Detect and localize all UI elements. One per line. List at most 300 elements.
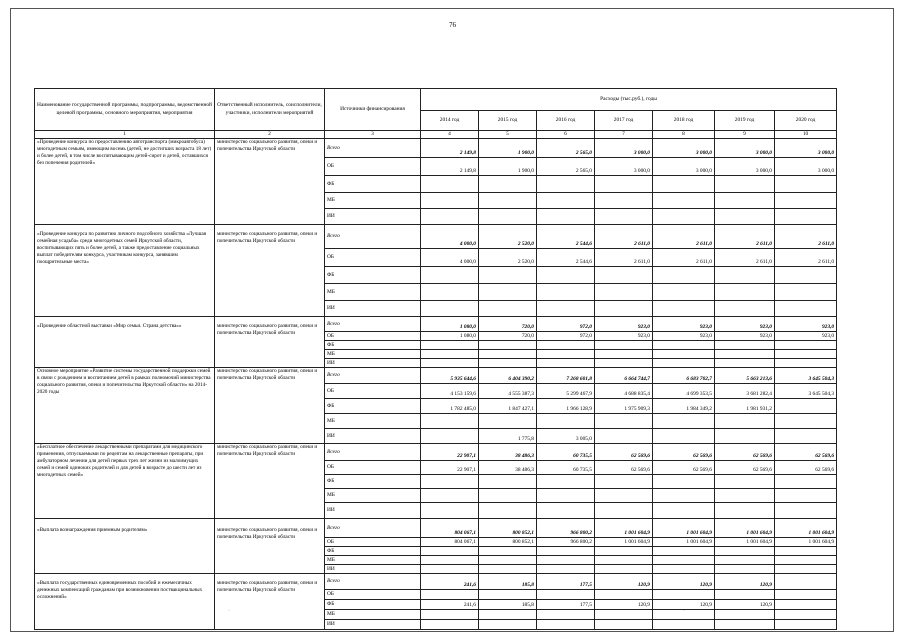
cost-cell: 1 080,0 — [421, 317, 479, 332]
cost-cell — [537, 556, 595, 565]
cost-cell — [479, 565, 537, 574]
cost-cell — [479, 475, 537, 489]
cost-cell — [775, 547, 837, 556]
cost-cell — [479, 503, 537, 519]
cost-cell — [537, 350, 595, 359]
funding-source: ОБ — [325, 384, 421, 399]
cost-cell — [775, 620, 837, 630]
funding-source: ФБ — [325, 399, 421, 414]
cost-cell — [653, 359, 715, 368]
cost-cell — [421, 301, 479, 317]
cost-cell — [653, 503, 715, 519]
cost-cell — [653, 350, 715, 359]
header-costs: Расходы (тыс.руб.), годы — [421, 89, 837, 111]
funding-source: ФБ — [325, 600, 421, 610]
funding-source: МБ — [325, 284, 421, 301]
cost-cell — [653, 267, 715, 284]
funding-source: Всего — [325, 574, 421, 590]
cost-cell: 1 080,0 — [421, 332, 479, 341]
funding-source: ОБ — [325, 249, 421, 267]
cost-cell: 2 611,0 — [715, 249, 775, 267]
cost-cell: 923,0 — [595, 317, 653, 332]
cost-cell: 4 000,0 — [421, 249, 479, 267]
cost-cell — [715, 547, 775, 556]
measure-name: «Выплата государственных единовременных пособий и ежемесячных денежных компенсаций гражданам при возникновении поствакцинальных осложнений» — [35, 574, 215, 630]
cost-cell — [595, 284, 653, 301]
cost-cell: 6 664 744,7 — [595, 368, 653, 384]
cost-cell: 804 067,1 — [421, 538, 479, 547]
table-row — [35, 519, 837, 538]
cost-cell — [421, 359, 479, 368]
cost-cell — [595, 414, 653, 429]
funding-source: Всего — [325, 368, 421, 384]
cost-cell: 923,0 — [775, 332, 837, 341]
cost-cell — [595, 620, 653, 630]
cost-cell — [715, 620, 775, 630]
cost-cell — [653, 556, 715, 565]
cost-cell — [537, 341, 595, 350]
cost-cell: 62 569,6 — [595, 444, 653, 461]
cost-cell — [653, 590, 715, 600]
cost-cell — [537, 267, 595, 284]
cost-cell: 1 900,0 — [479, 139, 537, 158]
cost-cell — [537, 193, 595, 209]
cost-cell — [775, 556, 837, 565]
cost-cell: 2 611,0 — [595, 225, 653, 249]
cost-cell — [715, 301, 775, 317]
funding-source: ИИ — [325, 503, 421, 519]
cost-cell — [715, 359, 775, 368]
cost-cell: 3 000,0 — [595, 139, 653, 158]
responsible-executor: министерство социального развития, опеки и попечительства Иркутской области — [215, 317, 325, 368]
cost-cell: 6 683 702,7 — [653, 368, 715, 384]
cost-cell — [595, 267, 653, 284]
cost-cell — [479, 284, 537, 301]
cost-cell — [421, 429, 479, 444]
cost-cell: 2 611,0 — [653, 225, 715, 249]
cost-cell: 7 268 601,8 — [537, 368, 595, 384]
cost-cell — [421, 565, 479, 574]
cost-cell: 2 565,0 — [537, 139, 595, 158]
funding-source: ИИ — [325, 209, 421, 225]
cost-cell: 6 404 390,2 — [479, 368, 537, 384]
cost-cell — [595, 489, 653, 503]
cost-cell: 62 569,6 — [595, 461, 653, 475]
cost-cell: 3 000,0 — [653, 158, 715, 176]
cost-cell — [421, 503, 479, 519]
cost-cell — [775, 574, 837, 590]
cost-cell: 62 569,6 — [715, 444, 775, 461]
measure-name: «Проведение конкурса по развитию личного подсобного хозяйства «Лучшая семейная усадьба» среди многодетных семей Иркутской области, воспитывающих пять и более детей, а также предоставление социальных выплат победителям конкурса, участникам конкурса, занявшим поощрительные места» — [35, 225, 215, 317]
cost-cell — [595, 610, 653, 620]
cost-cell: 3 000,0 — [775, 139, 837, 158]
cost-cell: 1 001 604,9 — [653, 519, 715, 538]
cost-cell: 62 569,6 — [775, 461, 837, 475]
responsible-executor: министерство социального развития, опеки и попечительства Иркутской области — [215, 519, 325, 574]
cost-cell — [775, 176, 837, 193]
cost-cell — [421, 547, 479, 556]
cost-cell: 1 001 604,9 — [715, 538, 775, 547]
funding-source: ИИ — [325, 620, 421, 630]
cost-cell — [421, 284, 479, 301]
cost-cell: 1 966 128,9 — [537, 399, 595, 414]
cost-cell — [775, 503, 837, 519]
cost-cell — [479, 590, 537, 600]
cost-cell: 241,6 — [421, 600, 479, 610]
funding-source: Всего — [325, 317, 421, 332]
cost-cell: 120,9 — [653, 600, 715, 610]
cost-cell: 1 900,0 — [479, 158, 537, 176]
cost-cell — [775, 489, 837, 503]
cost-cell — [479, 341, 537, 350]
cost-cell — [715, 475, 775, 489]
cost-cell — [715, 176, 775, 193]
cost-cell — [595, 341, 653, 350]
cost-cell — [537, 475, 595, 489]
cost-cell — [653, 341, 715, 350]
cost-cell: 3 645 504,3 — [775, 384, 837, 399]
cost-cell — [653, 429, 715, 444]
funding-source: ИИ — [325, 429, 421, 444]
funding-source: ОБ — [325, 590, 421, 600]
cost-cell — [715, 341, 775, 350]
cost-cell — [595, 350, 653, 359]
header-year: 2015 год — [479, 111, 537, 131]
cost-cell — [653, 284, 715, 301]
cost-cell — [479, 556, 537, 565]
cost-cell: 1 981 931,2 — [715, 399, 775, 414]
cost-cell — [537, 209, 595, 225]
cost-cell — [715, 350, 775, 359]
cost-cell — [479, 267, 537, 284]
funding-source: Всего — [325, 519, 421, 538]
cost-cell — [595, 475, 653, 489]
cost-cell: 1 001 604,9 — [595, 519, 653, 538]
cost-cell — [537, 620, 595, 630]
responsible-executor: министерство социального развития, опеки и попечительства Иркутской области — [215, 444, 325, 519]
cost-cell: 22 907,1 — [421, 461, 479, 475]
header-year: 2019 год — [715, 111, 775, 131]
measure-name: «Выплата вознаграждения приемным родителям» — [35, 519, 215, 574]
cost-cell — [537, 359, 595, 368]
cost-cell — [479, 414, 537, 429]
measure-name: «Проведение областной выставки «Мир семьи. Страна детства»» — [35, 317, 215, 368]
cost-cell — [537, 489, 595, 503]
cost-cell: 2 611,0 — [595, 249, 653, 267]
cost-cell — [479, 209, 537, 225]
responsible-executor: министерство социального развития, опеки и попечительства Иркутской области — [215, 574, 325, 630]
funding-source: ОБ — [325, 332, 421, 341]
cost-cell: 120,9 — [595, 574, 653, 590]
header-program: Наименование государственной программы, подпрограммы, ведомственной целевой программы, основного мероприятия, мероприятия — [35, 89, 215, 131]
cost-cell: 120,9 — [595, 600, 653, 610]
cost-cell — [595, 547, 653, 556]
cost-cell — [775, 341, 837, 350]
cost-cell — [421, 341, 479, 350]
cost-cell: 804 067,1 — [421, 519, 479, 538]
scan-speck: · — [228, 608, 230, 614]
cost-cell: 1 001 604,9 — [595, 538, 653, 547]
cost-cell: 2 611,0 — [715, 225, 775, 249]
cost-cell: 3 645 504,3 — [775, 368, 837, 384]
cost-cell — [715, 267, 775, 284]
cost-cell: 2 149,8 — [421, 139, 479, 158]
cost-cell — [421, 620, 479, 630]
cost-cell: 972,0 — [537, 332, 595, 341]
cost-cell: 3 005,0 — [537, 429, 595, 444]
cost-cell — [537, 176, 595, 193]
funding-source: ИИ — [325, 301, 421, 317]
cost-cell — [775, 350, 837, 359]
cost-cell — [537, 503, 595, 519]
responsible-executor: министерство социального развития, опеки и попечительства Иркутской области — [215, 368, 325, 444]
cost-cell: 1 001 604,9 — [775, 538, 837, 547]
cost-cell — [595, 193, 653, 209]
cost-cell: 923,0 — [595, 332, 653, 341]
funding-source: ОБ — [325, 158, 421, 176]
cost-cell — [479, 610, 537, 620]
cost-cell — [595, 503, 653, 519]
header-source: Источники финансирования — [325, 89, 421, 131]
cost-cell — [421, 176, 479, 193]
column-number: 3 — [325, 131, 421, 139]
cost-cell: 1 001 604,9 — [653, 538, 715, 547]
cost-cell — [421, 193, 479, 209]
column-number: 5 — [479, 131, 537, 139]
funding-source: МБ — [325, 414, 421, 429]
funding-source: МБ — [325, 489, 421, 503]
cost-cell: 5 663 213,6 — [715, 368, 775, 384]
cost-cell: 1 001 604,9 — [775, 519, 837, 538]
funding-source: МБ — [325, 556, 421, 565]
cost-cell: 2 565,0 — [537, 158, 595, 176]
responsible-executor: министерство социального развития, опеки и попечительства Иркутской области — [215, 139, 325, 225]
cost-cell: 800 852,1 — [479, 538, 537, 547]
cost-cell: 966 800,2 — [537, 538, 595, 547]
cost-cell — [595, 556, 653, 565]
cost-cell: 800 852,1 — [479, 519, 537, 538]
cost-cell — [595, 429, 653, 444]
cost-cell — [421, 556, 479, 565]
cost-cell: 38 486,3 — [479, 444, 537, 461]
cost-cell — [653, 209, 715, 225]
cost-cell: 120,9 — [715, 600, 775, 610]
cost-cell: 60 735,5 — [537, 444, 595, 461]
cost-cell: 185,8 — [479, 600, 537, 610]
cost-cell: 1 775,8 — [479, 429, 537, 444]
cost-cell — [537, 547, 595, 556]
cost-cell — [775, 414, 837, 429]
cost-cell: 4 688 835,4 — [595, 384, 653, 399]
cost-cell — [775, 284, 837, 301]
cost-cell — [479, 301, 537, 317]
cost-cell: 3 681 282,4 — [715, 384, 775, 399]
cost-cell: 966 800,2 — [537, 519, 595, 538]
cost-cell — [775, 565, 837, 574]
cost-cell — [537, 610, 595, 620]
column-number: 1 — [35, 131, 215, 139]
cost-cell — [775, 267, 837, 284]
cost-cell — [653, 176, 715, 193]
cost-cell — [421, 489, 479, 503]
cost-cell: 2 520,0 — [479, 225, 537, 249]
cost-cell — [775, 301, 837, 317]
cost-cell — [715, 429, 775, 444]
cost-cell: 241,6 — [421, 574, 479, 590]
cost-cell: 972,0 — [537, 317, 595, 332]
cost-cell — [715, 503, 775, 519]
cost-cell: 120,9 — [715, 574, 775, 590]
cost-cell — [421, 610, 479, 620]
table-row — [35, 225, 837, 249]
cost-cell — [715, 565, 775, 574]
cost-cell: 22 907,1 — [421, 444, 479, 461]
cost-cell: 60 735,5 — [537, 461, 595, 475]
cost-cell: 62 569,6 — [653, 444, 715, 461]
funding-source: ИИ — [325, 565, 421, 574]
cost-cell: 5 935 644,6 — [421, 368, 479, 384]
cost-cell: 923,0 — [653, 332, 715, 341]
funding-source: ИИ — [325, 359, 421, 368]
cost-cell — [421, 267, 479, 284]
cost-cell — [653, 610, 715, 620]
cost-cell: 4 699 353,5 — [653, 384, 715, 399]
cost-cell: 2 544,6 — [537, 225, 595, 249]
cost-cell: 720,0 — [479, 332, 537, 341]
cost-cell: 1 847 427,1 — [479, 399, 537, 414]
cost-cell — [653, 193, 715, 209]
cost-cell: 3 000,0 — [775, 158, 837, 176]
cost-cell — [715, 590, 775, 600]
cost-cell — [595, 565, 653, 574]
column-number: 9 — [715, 131, 775, 139]
cost-cell: 3 000,0 — [653, 139, 715, 158]
cost-cell — [595, 359, 653, 368]
header-executor: Ответственный исполнитель, соисполнители, участники, исполнители мероприятий — [215, 89, 325, 131]
cost-cell: 185,8 — [479, 574, 537, 590]
funding-source: МБ — [325, 350, 421, 359]
cost-cell — [775, 475, 837, 489]
cost-cell: 4 555 387,3 — [479, 384, 537, 399]
cost-cell: 2 611,0 — [653, 249, 715, 267]
cost-cell: 2 520,0 — [479, 249, 537, 267]
cost-cell: 62 569,6 — [775, 444, 837, 461]
cost-cell: 2 611,0 — [775, 249, 837, 267]
cost-cell — [775, 193, 837, 209]
cost-cell: 177,5 — [537, 574, 595, 590]
cost-cell — [715, 489, 775, 503]
table-row — [35, 574, 837, 590]
cost-cell — [775, 359, 837, 368]
measure-name: Основное мероприятие «Развитие системы государственной поддержки семей в связи с рождением и воспитанием детей в рамках полномочий министерства социального развития, опеки и попечительства Иркутской области» на 2014-2020 годы — [35, 368, 215, 444]
cost-cell — [715, 209, 775, 225]
funding-source: ФБ — [325, 267, 421, 284]
cost-cell: 1 984 349,2 — [653, 399, 715, 414]
cost-cell — [537, 590, 595, 600]
cost-cell — [715, 414, 775, 429]
cost-cell: 4 000,0 — [421, 225, 479, 249]
cost-cell: 923,0 — [653, 317, 715, 332]
cost-cell — [479, 359, 537, 368]
funding-source: ОБ — [325, 538, 421, 547]
cost-cell: 1 975 909,3 — [595, 399, 653, 414]
cost-cell — [595, 176, 653, 193]
cost-cell — [479, 176, 537, 193]
cost-cell — [537, 284, 595, 301]
cost-cell — [537, 414, 595, 429]
column-number: 2 — [215, 131, 325, 139]
header-year: 2014 год — [421, 111, 479, 131]
cost-cell — [479, 193, 537, 209]
column-number: 4 — [421, 131, 479, 139]
cost-cell: 1 782 485,0 — [421, 399, 479, 414]
cost-cell — [595, 301, 653, 317]
funding-source: МБ — [325, 610, 421, 620]
cost-cell — [653, 489, 715, 503]
cost-cell: 38 486,3 — [479, 461, 537, 475]
funding-source: Всего — [325, 225, 421, 249]
cost-cell: 4 153 159,6 — [421, 384, 479, 399]
financing-table — [34, 88, 837, 630]
table-row — [35, 368, 837, 384]
cost-cell: 3 000,0 — [595, 158, 653, 176]
cost-cell — [421, 414, 479, 429]
cost-cell — [595, 590, 653, 600]
cost-cell — [715, 284, 775, 301]
cost-cell — [479, 350, 537, 359]
cost-cell: 62 569,6 — [653, 461, 715, 475]
cost-cell: 1 001 604,9 — [715, 519, 775, 538]
cost-cell: 3 000,0 — [715, 158, 775, 176]
cost-cell: 177,5 — [537, 600, 595, 610]
cost-cell: 923,0 — [715, 317, 775, 332]
cost-cell: 5 299 467,9 — [537, 384, 595, 399]
cost-cell — [479, 489, 537, 503]
cost-cell — [421, 590, 479, 600]
cost-cell — [775, 600, 837, 610]
table-row — [35, 444, 837, 461]
table-row — [35, 139, 837, 158]
funding-source: ФБ — [325, 547, 421, 556]
cost-cell: 923,0 — [715, 332, 775, 341]
cost-cell — [479, 547, 537, 556]
cost-cell: 120,9 — [653, 574, 715, 590]
column-number: 10 — [775, 131, 837, 139]
cost-cell — [653, 547, 715, 556]
column-number: 6 — [537, 131, 595, 139]
column-number: 7 — [595, 131, 653, 139]
page-number: 76 — [449, 21, 456, 29]
cost-cell: 923,0 — [775, 317, 837, 332]
cost-cell — [775, 399, 837, 414]
cost-cell: 2 544,6 — [537, 249, 595, 267]
cost-cell — [479, 620, 537, 630]
funding-source: ОБ — [325, 461, 421, 475]
measure-name: «Бесплатное обеспечение лекарственными препаратами для медицинского применения, отпускаемыми по рецептам на лекарственные препараты, при амбулаторном лечении для детей первых трех лет жизни из малоимущих семей и семей одиноких родителей и для детей в возрасте до шести лет из многодетных семей» — [35, 444, 215, 519]
cost-cell — [715, 610, 775, 620]
cost-cell — [653, 475, 715, 489]
cost-cell — [537, 301, 595, 317]
cost-cell: 2 149,8 — [421, 158, 479, 176]
scan-speck: · — [683, 608, 685, 614]
header-year: 2016 год — [537, 111, 595, 131]
funding-source: Всего — [325, 139, 421, 158]
cost-cell — [653, 620, 715, 630]
cost-cell — [653, 301, 715, 317]
funding-source: ФБ — [325, 475, 421, 489]
column-number: 8 — [653, 131, 715, 139]
header-year: 2017 год — [595, 111, 653, 131]
